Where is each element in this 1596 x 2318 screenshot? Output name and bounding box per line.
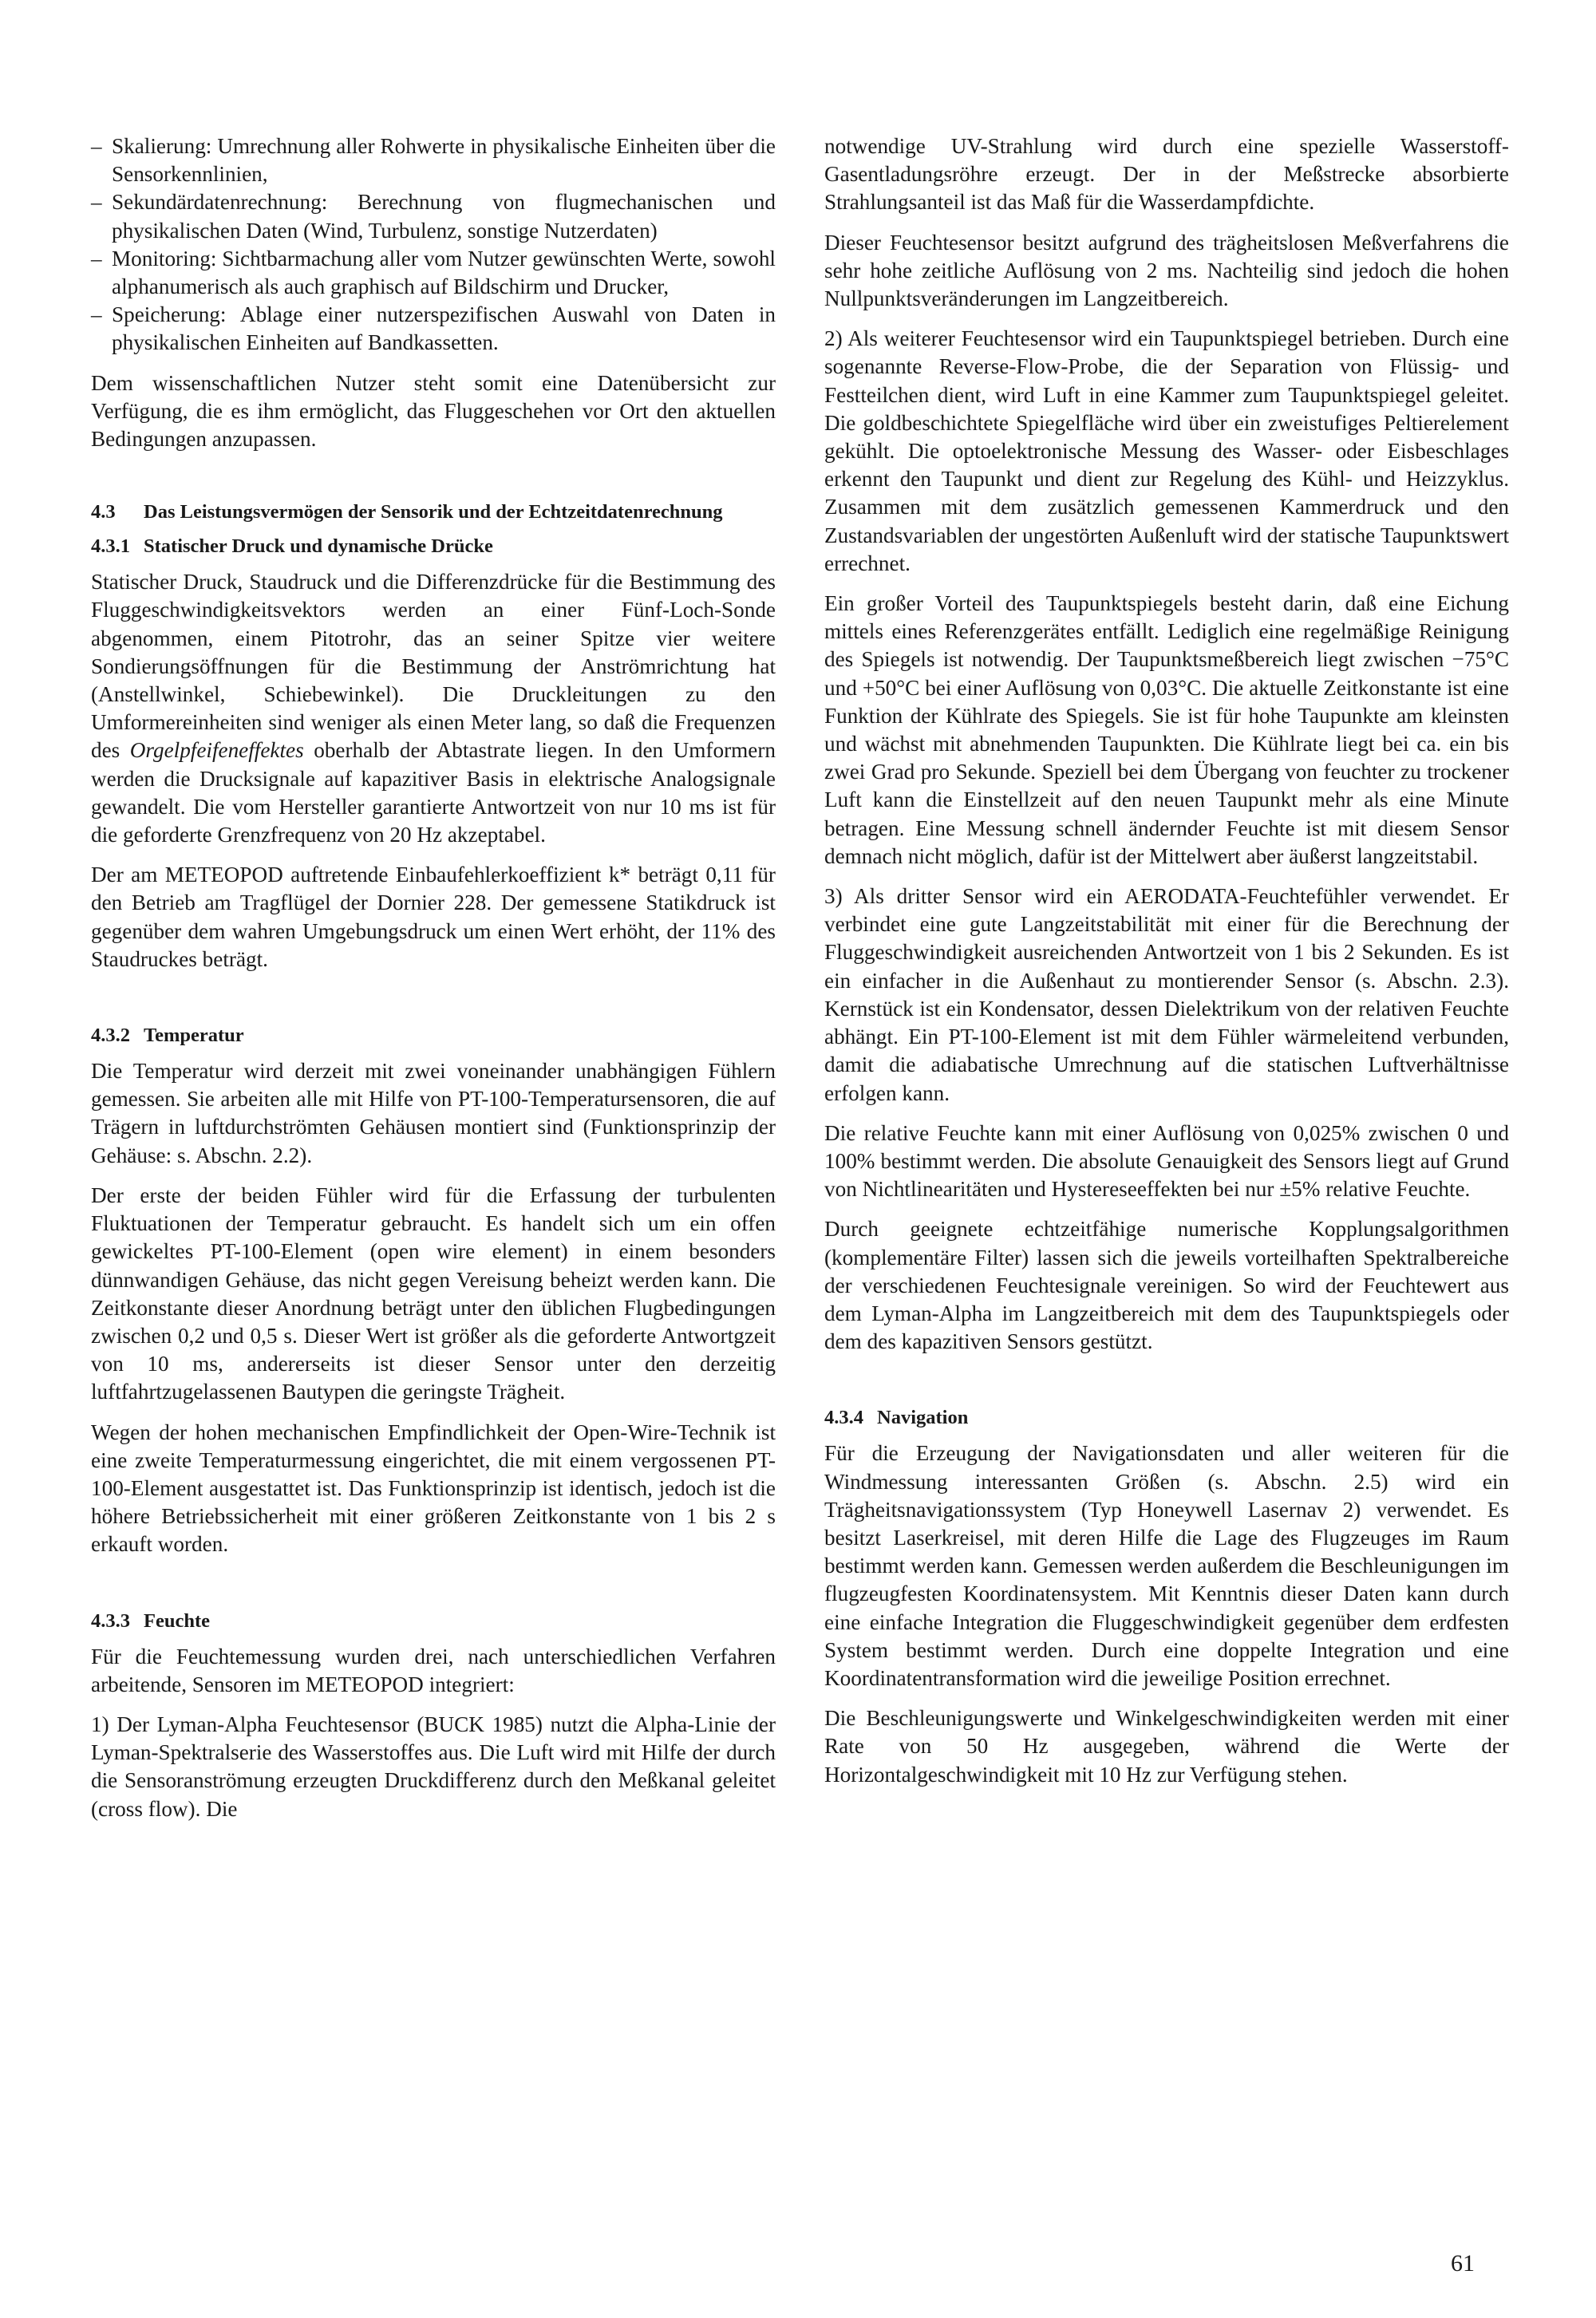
- section-heading-4-3: 4.3 Das Leistungsvermögen der Sensorik und der Echtzeitdatenrechnung: [91, 501, 723, 523]
- paragraph: Die Beschleunigungswerte und Winkelgeschwindigkeiten werden mit einer Rate von 50 Hz ausgegeben, während die Werte der Horizontalgeschwindigkeit mit 10 Hz zur Verfügung stehen.: [824, 1706, 1509, 1787]
- list-item: – Speicherung: Ablage einer nutzerspezifischen Auswahl von Daten in physikalischen Einheiten auf Bandkassetten.: [91, 301, 776, 357]
- paragraph: Die Temperatur wird derzeit mit zwei voneinander unabhängigen Fühlern gemessen. Sie arbeiten alle mit Hilfe von PT-100-Temperatursensoren, die auf Trägern in luftdurchströmten Gehäusen montiert sind (Funktionsprinzip der Gehäuse: s. Abschn. 2.2).: [91, 1059, 776, 1167]
- paragraph: 1) Der Lyman-Alpha Feuchtesensor (BUCK 1985) nutzt die Alpha-Linie der Lyman-Spektralserie des Wasserstoffes aus. Die Luft wird mit Hilfe der durch die Sensoranströmung erzeugten Druckdifferenz durch den Meßkanal geleitet (cross flow). Die: [91, 1712, 776, 1821]
- paragraph: Dieser Feuchtesensor besitzt aufgrund des trägheitslosen Meßverfahrens die sehr hohe zeitliche Auflösung von 2 ms. Nachteilig sind jedoch die hohen Nullpunktsveränderungen im Langzeitbereich.: [824, 230, 1509, 311]
- section-heading-4-3-1: 4.3.1 Statischer Druck und dynamische Drücke: [91, 535, 493, 558]
- paragraph: 3) Als dritter Sensor wird ein AERODATA-Feuchtefühler verwendet. Er verbindet eine gute Langzeitstabilität mit einer für die Berechnung der Fluggeschwindigkeit ausreichenden Antwortzeit von 1 bis 2 Sekunden. Es ist ein einfacher in die Außenhaut zu montierender Sensor (s. Abschn. 2.3). Kernstück ist ein Kondensator, dessen Dielektrikum von der relativen Feuchte abhängt. Ein PT-100-Element ist mit dem Fühler wärmeleitend verbunden, damit die adiabatische Umrechnung auf die statischen Luftverhältnisse erfolgen kann.: [824, 884, 1509, 1105]
- paragraph: Ein großer Vorteil des Taupunktspiegels besteht darin, daß eine Eichung mittels eines Referenzgerätes entfällt. Lediglich eine regelmäßige Reinigung des Spiegels ist notwendig. Der Taupunktsmeßbereich liegt zwischen −75°C und +50°C bei einer Auflösung von 0,03°C. Die aktuelle Zeitkonstante ist eine Funktion der Kühlrate des Spiegels. Sie ist für hohe Taupunkte am kleinsten und wächst mit abnehmenden Taupunkten. Die Kühlrate liegt bei ca. ein bis zwei Grad pro Sekunde. Speziell bei dem Übergang von feuchter zu trockener Luft kann die Einstellzeit auf den neuen Taupunkt mehr als eine Minute betragen. Eine Messung schnell ändernder Feuchte ist mit diesem Sensor demnach nicht möglich, dafür ist der Mittelwert aber äußerst langzeitstabil.: [824, 591, 1509, 868]
- list-dash: –: [91, 302, 102, 327]
- pressure-paragraph: Statischer Druck, Staudruck und die Differenzdrücke für die Bestimmung des Fluggeschwindigkeitsvektors werden an einer Fünf-Loch-Sonde abgenommen, einem Pitotrohr, das an seiner Spitze vier weitere Sondierungsöffnungen für die Bestimmung der Anströmrichtung hat (Anstellwinkel, Schiebewinkel). Die Druckleitungen zu den Umformereinheiten sind weniger als einen Meter lang, so daß die Frequenzen des Orgelpfeifeneffektes oberhalb der Abtastrate liegen. In den Umformern werden die Drucksignale auf kapazitiver Basis in elektrische Analogsignale gewandelt. Die vom Hersteller garantierte Antwortzeit von nur 10 ms ist für die geforderte Grenzfrequenz von 20 Hz akzeptabel.: [91, 570, 776, 847]
- list-dash: –: [91, 134, 102, 158]
- processing-steps-list: [91, 132, 776, 357]
- left-column: [91, 132, 776, 1835]
- paragraph: Der am METEOPOD auftretende Einbaufehlerkoeffizient k* beträgt 0,11 für den Betrieb am Tragflügel der Dornier 228. Der gemessene Statikdruck ist gegenüber dem wahren Umgebungsdruck um einen Wert erhöht, der 11% des Staudruckes beträgt.: [91, 863, 776, 971]
- paragraph: Die relative Feuchte kann mit einer Auflösung von 0,025% zwischen 0 und 100% bestimmt werden. Die absolute Genauigkeit des Sensors liegt auf Grund von Nichtlinearitäten und Hystereseeffekten bei nur ±5% relative Feuchte.: [824, 1120, 1509, 1202]
- list-item: – Sekundärdatenrechnung: Berechnung von flugmechanischen und physikalischen Daten (Wind, Turbulenz, sonstige Nutzerdaten): [91, 188, 776, 244]
- italic-term: Orgelpfeifeneffektes: [129, 738, 304, 763]
- paragraph: 2) Als weiterer Feuchtesensor wird ein Taupunktspiegel betrieben. Durch eine sogenannte Reverse-Flow-Probe, die der Separation von Flüssig- und Festteilchen dient, wird Luft in eine Kammer zum Taupunktspiegel geleitet. Die goldbeschichtete Spiegelfläche wird über ein zweistufiges Peltierelement gekühlt. Die optoelektronische Messung des Wasser- oder Eisbeschlages erkennt den Taupunkt und dient zur Regelung des Kühl- und Heizzyklus. Zusammen mit dem zusätzlich gemessenen Kammerdruck und den Zustandsvariablen der ungestörten Außenluft wird der statische Taupunktswert errechnet.: [824, 326, 1509, 575]
- paragraph: Wegen der hohen mechanischen Empfindlichkeit der Open-Wire-Technik ist eine zweite Temperaturmessung eingerichtet, die mit einem vergossenen PT-100-Element ausgestattet ist. Das Funktionsprinzip ist identisch, jedoch ist die höhere Betriebssicherheit mit einer größeren Zeitkonstante von 1 bis 2 s erkauft worden.: [91, 1420, 776, 1557]
- paragraph: Der erste der beiden Fühler wird für die Erfassung der turbulenten Fluktuationen der Temperatur gebraucht. Es handelt sich um ein offen gewickeltes PT-100-Element (open wire element) in einem besonders dünnwandigen Gehäuse, das nicht gegen Vereisung beheizt werden kann. Die Zeitkonstante dieser Anordnung beträgt unter den üblichen Flugbedingungen zwischen 0,2 und 0,5 s. Dieser Wert ist größer als die geforderte Antwortgzeit von 10 ms, andererseits ist dieser Sensor unter den derzeitig luftfahrtzugelassenen Bautypen die geringste Trägheit.: [91, 1183, 776, 1404]
- right-column: [824, 132, 1509, 1801]
- paragraph: notwendige UV-Strahlung wird durch eine spezielle Wasserstoff-Gasentladungsröhre erzeugt. Der in der Meßstrecke absorbierte Strahlungsanteil ist das Maß für die Wasserdampfdichte.: [824, 134, 1509, 215]
- section-heading-4-3-3: 4.3.3 Feuchte: [91, 1609, 210, 1632]
- section-heading-4-3-2: 4.3.2 Temperatur: [91, 1025, 244, 1047]
- paragraph: Für die Erzeugung der Navigationsdaten und aller weiteren für die Windmessung interessanten Größen (s. Abschn. 2.5) wird ein Trägheitsnavigationssystem (Typ Honeywell Lasernav 2) verwendet. Es besitzt Laserkreisel, mit deren Hilfe die Lage des Flugzeuges im Raum bestimmt werden kann. Gemessen werden außerdem die Beschleunigungen im flugzeugfesten Koordinatensystem. Mit Kenntnis dieser Daten kann durch eine einfache Integration die Fluggeschwindigkeit gegenüber dem erdfesten System bestimmt werden. Durch eine doppelte Integration und eine Koordinatentransformation wird die jeweilige Position errechnet.: [824, 1441, 1509, 1690]
- intro-paragraph: Dem wissenschaftlichen Nutzer steht somit eine Datenübersicht zur Verfügung, die es ihm ermöglicht, das Fluggeschehen vor Ort den aktuellen Bedingungen anzupassen.: [91, 370, 776, 452]
- paragraph: Für die Feuchtemessung wurden drei, nach unterschiedlichen Verfahren arbeitende, Sensoren im METEOPOD integriert:: [91, 1644, 776, 1696]
- list-item: – Monitoring: Sichtbarmachung aller vom Nutzer gewünschten Werte, sowohl alphanumerisch als auch graphisch auf Bildschirm und Drucker,: [91, 245, 776, 301]
- section-heading-4-3-4: 4.3.4 Navigation: [824, 1407, 969, 1429]
- paragraph: Durch geeignete echtzeitfähige numerische Kopplungsalgorithmen (komplementäre Filter) lassen sich die jeweils vorteilhaften Spektralbereiche der verschiedenen Feuchtesignale vereinigen. So wird der Feuchtewert aus dem Lyman-Alpha im Langzeitbereich mit dem des Taupunktspiegels oder dem des kapazitiven Sensors gestützt.: [824, 1217, 1509, 1354]
- list-item: – Skalierung: Umrechnung aller Rohwerte in physikalische Einheiten über die Sensorkennlinien,: [91, 132, 776, 188]
- page-number: 61: [1451, 2250, 1475, 2277]
- list-dash: –: [91, 246, 102, 270]
- list-dash: –: [91, 190, 102, 215]
